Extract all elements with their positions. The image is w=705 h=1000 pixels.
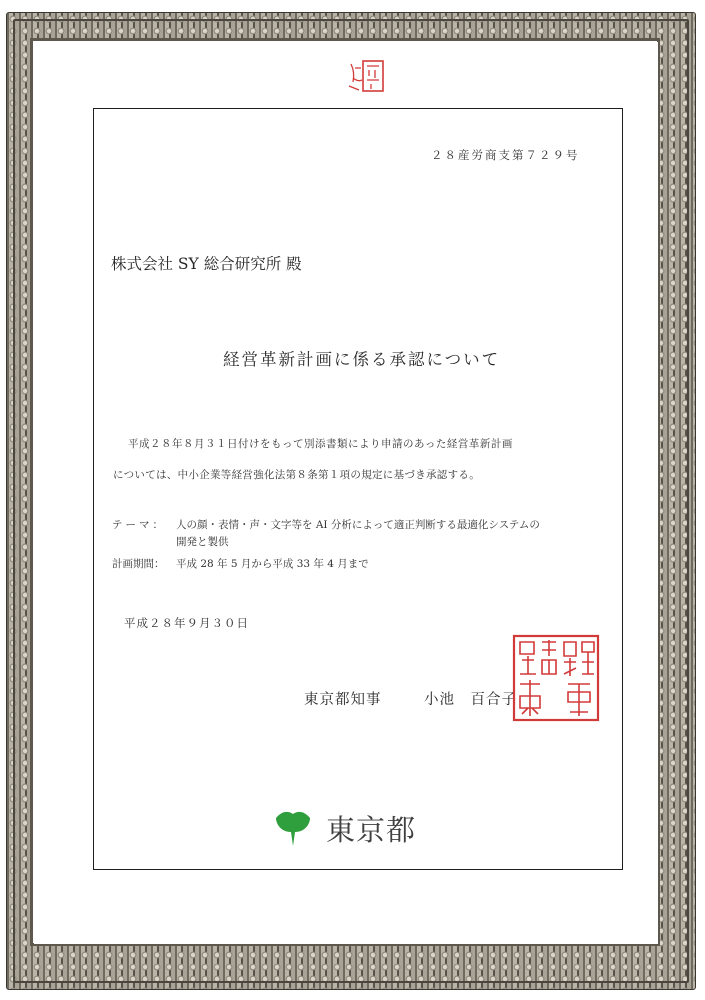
- document-number: ２８産労商支第７２９号: [431, 148, 580, 162]
- body-text-line-1: 平成２８年８月３１日付けをもって別添書類により申請のあった経営革新計画: [128, 438, 513, 450]
- theme-label: テーマ：: [112, 519, 166, 531]
- theme-text-line-1: 人の顔・表情・声・文字等を AI 分析によって適正判断する最適化システムの: [176, 519, 540, 531]
- document-title: 経営革新計画に係る承認について: [223, 350, 501, 369]
- addressee: 株式会社 SY 総合研究所 殿: [111, 255, 302, 273]
- theme-text-line-2: 開発と製供: [176, 536, 229, 548]
- period-value: 平成 28 年 5 月から平成 33 年 4 月まで: [176, 558, 369, 570]
- period-label: 計画期間：: [112, 558, 165, 570]
- body-text-line-2: については、中小企業等経営強化法第８条第１項の規定に基づき承認する。: [113, 469, 480, 481]
- signer-title: 東京都知事: [304, 692, 382, 708]
- certificate-paper: [93, 108, 623, 870]
- ginkgo-leaf-icon: [275, 808, 311, 848]
- official-seal-stamp: [512, 634, 600, 722]
- issue-date: 平成２８年９月３０日: [124, 616, 249, 630]
- top-seal-stamp: [345, 58, 385, 96]
- tokyo-metropolis-logo-text: 東京都: [326, 813, 417, 847]
- signer-name: 小池 百合子: [424, 692, 517, 708]
